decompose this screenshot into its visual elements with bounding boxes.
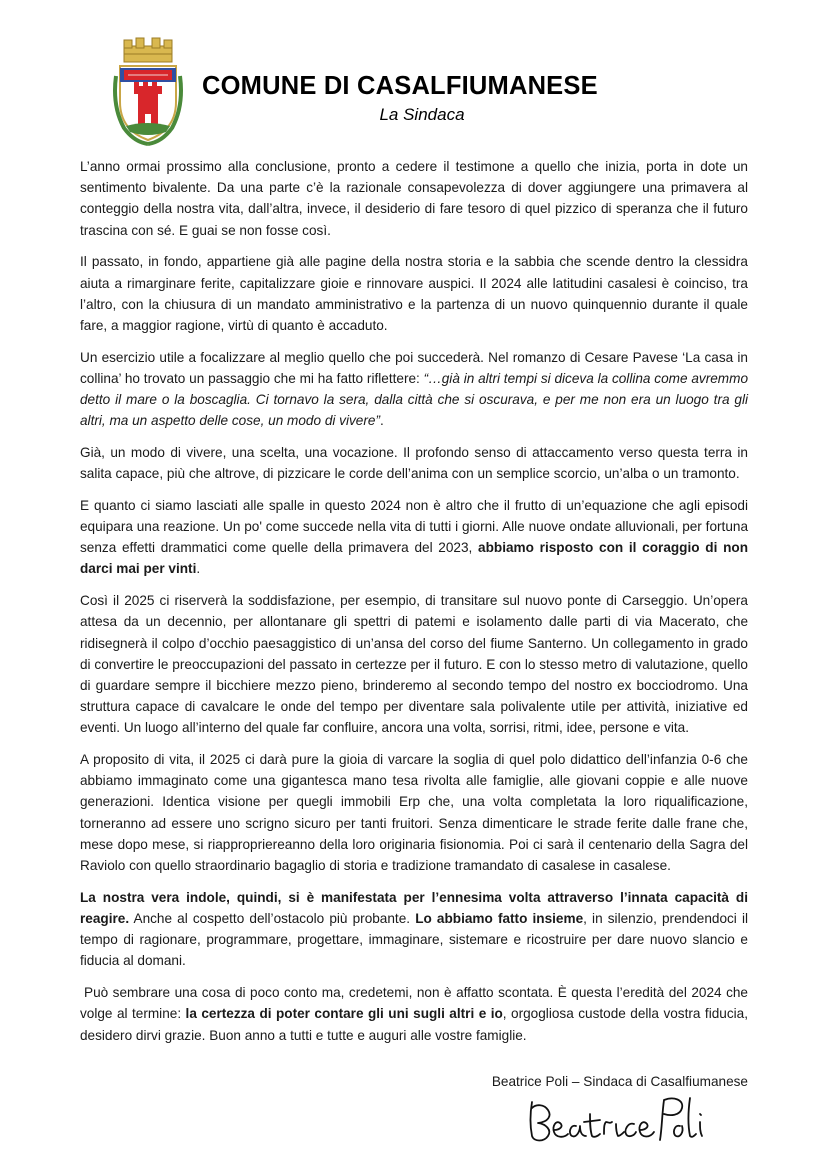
text-run: Così il 2025 ci riserverà la soddisfazione, per esempio, di transitare sul nuovo ponte di Carseggio. Un’opera attesa da un decennio, per allontanare gli spettri di patemi e isolamento dalle parti di via Macerato, che ridisegnerà il colpo d’occhio paesaggistico di un’ansa del corso del fiume Santerno. Un collegamento in grado di convertire le preoccupazioni del passato in certezze per il futuro. E con lo stesso metro di valutazione, quello di guardare sempre il bicchiere mezzo pieno, brinderemo al secondo tempo del nostro ex bocciodromo. Una struttura capace di cavalcare le onde del tempo per diventare sala polivalente utile per attività, iniziative ed eventi. Un luogo all’interno del quale far confluire, ancora una volta, sorrisi, ritmi, idee, persone e vita. [80, 593, 748, 736]
letter-paragraph [80, 495, 748, 580]
signatory-name: Beatrice Poli – Sindaca di Casalfiumanese [491, 1074, 748, 1089]
text-run: E quanto ci siamo lasciati alle spalle in questo 2024 non è altro che il frutto di un’equazione che agli episodi equipara una reazione. Un po' come succede nella vita di tutti i giorni. Alle nuove ondate alluvionali, per fortuna senza effetti drammatici come quelle della primavera del 2023, [80, 497, 748, 556]
coat-of-arms-logo [110, 36, 186, 148]
bold-text: la certezza di poter contare gli uni sugli altri e io [185, 1006, 503, 1022]
bold-text: abbiamo risposto con il coraggio di non darci mai per vinti [80, 540, 748, 577]
text-run: , orgogliosa custode della vostra fiducia, desidero dirvi grazie. Buon anno a tutti e tutte e auguri alle vostre famiglie. [80, 1006, 748, 1043]
text-run: Un esercizio utile a focalizzare al meglio quello che poi succederà. Nel romanzo di Cesare Pavese ‘La casa in collina’ ho trovato un passaggio che mi ha fatto riflettere: [80, 349, 748, 386]
text-run: Il passato, in fondo, appartiene già alle pagine della nostra storia e la sabbia che scende dentro la clessidra aiuta a rimarginare ferite, capitalizzare gioie e rinnovare auspici. Il 2024 alle latitudini casalesi è coinciso, tra l’altro, con la chiusura di un mandato amministrativo e la partenza di un nuovo quinquennio durante il quale fare, a maggior ragione, virtù di quanto è accaduto. [80, 254, 748, 333]
text-run: A proposito di vita, il 2025 ci darà pure la gioia di varcare la soglia di quel polo didattico dell’infanzia 0-6 che abbiamo immaginato come una gigantesca mano tesa rivolta alle famiglie, alle giovani coppie e alle nuove generazioni. Identica visione per quegli immobili Erp che, una volta completata la loro riqualificazione, torneranno ad essere uno scrigno sicuro per tanti fruitori. Senza dimenticare le strade ferite dalle frane che, mese dopo mese, si riappropriereanno della loro originaria fisionomia. Poi ci sarà il centenario della Sagra del Raviolo con quello straordinario bagaglio di storia e tradizione tramandato di casalese in casalese. [80, 752, 748, 874]
handwritten-signature [524, 1092, 710, 1148]
office-subtitle: La Sindaca [379, 105, 465, 124]
letter-paragraph [80, 982, 748, 1046]
text-run: L’anno ormai prossimo alla conclusione, pronto a cedere il testimone a quello che inizia, porta in dote un sentimento bivalente. Da una parte c’è la razionale consapevolezza di dover aggiungere una primavera al conteggio della nostra vita, dall’altra, invece, il desiderio di fare tesoro di quel pizzico di speranza che il futuro trascina con sé. E guai se non fosse così. [80, 159, 748, 238]
letter-paragraph [80, 749, 748, 876]
letter-paragraph [80, 442, 748, 484]
letter-paragraph [80, 251, 748, 336]
bold-text: Lo abbiamo fatto insieme [415, 911, 584, 926]
text-run: Già, un modo di vivere, una scelta, una vocazione. Il profondo senso di attaccamento verso questa terra in salita capace, più che altrove, di pizzicare le corde dell’anima con un semplice scorcio, un’alba o un tramonto. [80, 444, 748, 482]
letter-paragraph [80, 887, 748, 972]
letter-paragraph [80, 590, 748, 738]
bold-text: La nostra vera indole, quindi, si è manifestata per l’ennesima volta attraverso l’innata capacità di reagire. [80, 889, 748, 926]
letter-paragraph [80, 347, 748, 432]
quoted-text: “…già in altri tempi si diceva la collina come avremmo detto il mare o la boscaglia. Ci tornavo la sera, dalla città che si oscurava, e per me non era un luogo tra gli altri, ma un aspetto delle cose, un modo di vivere” [80, 370, 748, 429]
text-run: . [196, 561, 201, 577]
letter-body [80, 156, 748, 1056]
text-run: . [379, 413, 384, 429]
text-run: Anche al cospetto dell’ostacolo più probante. [129, 911, 416, 926]
municipality-title: COMUNE DI CASALFIUMANESE [202, 72, 598, 100]
letter-paragraph [80, 156, 748, 241]
text-run: , in silenzio, prendendoci il tempo di ragionare, programmare, progettare, immaginare, sistemare e ricostruire per dare nuovo slancio e fiducia al domani. [80, 911, 748, 969]
text-run: Può sembrare una cosa di poco conto ma, credetemi, non è affatto scontata. È questa l’eredità del 2024 che volge al termine: [80, 985, 748, 1022]
